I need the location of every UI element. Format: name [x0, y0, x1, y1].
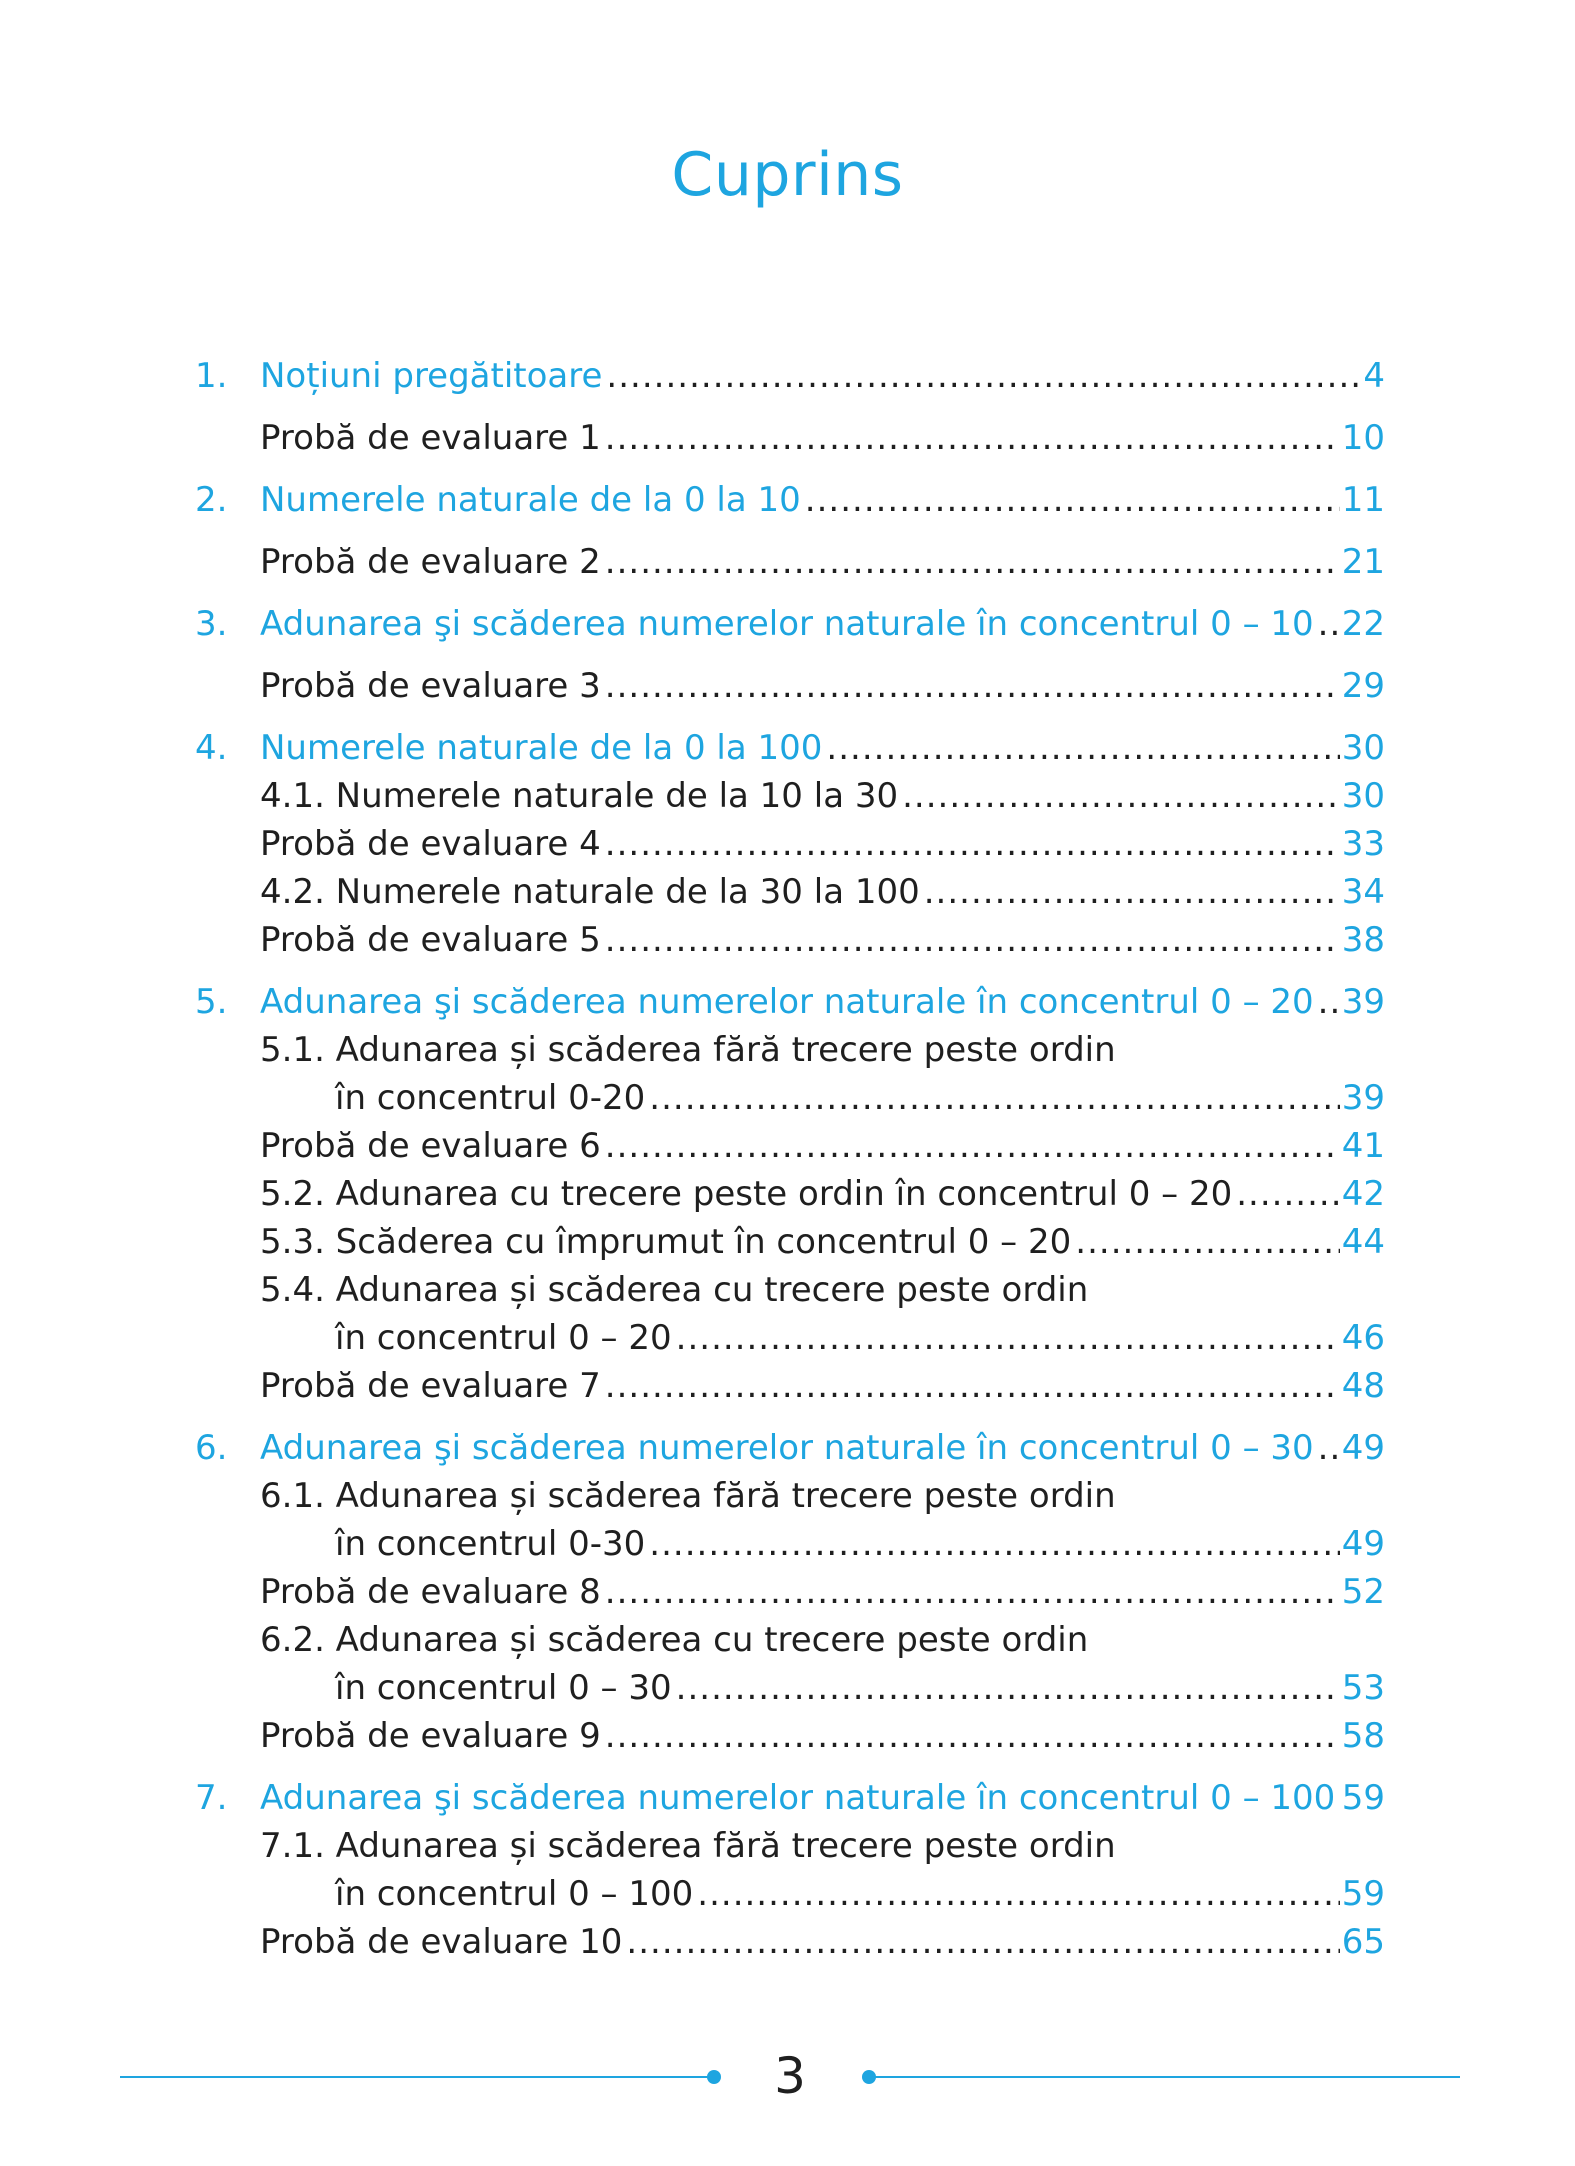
toc-page-number: 59	[1341, 1778, 1385, 1818]
toc-leader-dots	[676, 1664, 1340, 1712]
toc-page-number: 30	[1341, 728, 1385, 768]
toc-entry-row	[195, 1026, 1385, 1074]
toc-entry-row	[195, 1664, 1385, 1712]
toc-leader-dots	[805, 476, 1340, 524]
toc-page-number: 65	[1341, 1922, 1385, 1962]
toc-entry-label: 5.2. Adunarea cu trecere peste ordin în concentrul 0 – 20	[260, 1174, 1233, 1214]
toc-entry-row	[195, 820, 1385, 868]
toc-entry-row	[195, 414, 1385, 462]
toc-page-number: 44	[1341, 1222, 1385, 1262]
toc-page-number: 22	[1341, 604, 1385, 644]
toc-page-number: 29	[1341, 666, 1385, 706]
toc-leader-dots	[605, 1362, 1340, 1410]
toc-entry-label: în concentrul 0 – 20	[335, 1318, 672, 1358]
toc-leader-dots	[676, 1314, 1340, 1362]
toc-leader-dots	[605, 414, 1340, 462]
toc-spacer	[195, 586, 1385, 600]
toc-chapter-number: 2.	[195, 480, 228, 520]
toc-entry-label: în concentrul 0 – 30	[335, 1668, 672, 1708]
toc-page-number: 52	[1341, 1572, 1385, 1612]
toc-entry-row	[195, 1266, 1385, 1314]
toc-leader-dots	[605, 1568, 1340, 1616]
toc-chapter-row	[195, 352, 1385, 400]
toc-chapter-number: 4.	[195, 728, 228, 768]
toc-leader-dots	[826, 724, 1339, 772]
toc-entry-label: Probă de evaluare 9	[260, 1716, 601, 1756]
toc-chapter-row	[195, 978, 1385, 1026]
toc-page-number: 53	[1341, 1668, 1385, 1708]
toc-leader-dots	[649, 1520, 1339, 1568]
toc-entry-label: Numerele naturale de la 0 la 10	[260, 480, 801, 520]
toc-entry-row	[195, 772, 1385, 820]
toc-page-number: 34	[1341, 872, 1385, 912]
toc-entry-label: Noțiuni pregătitoare	[260, 356, 603, 396]
toc-page-number: 58	[1341, 1716, 1385, 1756]
toc-entry-label: 7.1. Adunarea și scăderea fără trecere peste ordin	[260, 1826, 1116, 1866]
toc-entry-row	[195, 1074, 1385, 1122]
toc-page-number: 11	[1341, 480, 1385, 520]
toc-chapter-row	[195, 724, 1385, 772]
toc-entry-row	[195, 1568, 1385, 1616]
toc-leader-dots	[1236, 1170, 1340, 1218]
toc-entry-label: Numerele naturale de la 0 la 100	[260, 728, 823, 768]
toc-page-number: 42	[1341, 1174, 1385, 1214]
toc-entry-row	[195, 1870, 1385, 1918]
toc-entry-label: Probă de evaluare 10	[260, 1922, 623, 1962]
footer-line-left	[120, 2076, 713, 2078]
toc-leader-dots	[1318, 600, 1340, 648]
toc-entry-label: 5.4. Adunarea și scăderea cu trecere peste ordin	[260, 1270, 1089, 1310]
toc-entry-label: Adunarea şi scăderea numerelor naturale în concentrul 0 – 20	[260, 982, 1314, 1022]
toc-chapter-row	[195, 1424, 1385, 1472]
toc-page-number: 49	[1341, 1428, 1385, 1468]
toc-chapter-row	[195, 476, 1385, 524]
toc-page-number: 49	[1341, 1524, 1385, 1564]
table-of-contents	[195, 352, 1385, 1966]
toc-entry-row	[195, 1218, 1385, 1266]
toc-entry-label: Probă de evaluare 3	[260, 666, 601, 706]
toc-page-number: 41	[1341, 1126, 1385, 1166]
toc-entry-row	[195, 1712, 1385, 1760]
toc-chapter-number: 7.	[195, 1778, 228, 1818]
toc-leader-dots	[697, 1870, 1339, 1918]
toc-leader-dots	[606, 352, 1361, 400]
toc-spacer	[195, 1760, 1385, 1774]
footer-dot-left	[707, 2070, 721, 2084]
toc-page-number: 39	[1341, 1078, 1385, 1118]
toc-entry-label: în concentrul 0-20	[335, 1078, 646, 1118]
toc-entry-label: în concentrul 0 – 100	[335, 1874, 694, 1914]
toc-spacer	[195, 524, 1385, 538]
toc-entry-label: Adunarea şi scăderea numerelor naturale în concentrul 0 – 10	[260, 604, 1314, 644]
toc-entry-label: 5.3. Scăderea cu împrumut în concentrul 0 – 20	[260, 1222, 1072, 1262]
toc-page-number: 59	[1341, 1874, 1385, 1914]
toc-entry-label: Probă de evaluare 6	[260, 1126, 601, 1166]
page-footer	[0, 2047, 1575, 2105]
toc-entry-label: Probă de evaluare 4	[260, 824, 601, 864]
toc-page-number: 38	[1341, 920, 1385, 960]
toc-page-number: 4	[1363, 356, 1385, 396]
toc-entry-row	[195, 1520, 1385, 1568]
toc-spacer	[195, 964, 1385, 978]
toc-entry-label: Probă de evaluare 1	[260, 418, 601, 458]
toc-leader-dots	[1318, 1424, 1340, 1472]
toc-leader-dots	[649, 1074, 1339, 1122]
toc-entry-label: 4.2. Numerele naturale de la 30 la 100	[260, 872, 920, 912]
toc-entry-row	[195, 538, 1385, 586]
toc-entry-row	[195, 868, 1385, 916]
toc-page-number: 33	[1341, 824, 1385, 864]
toc-leader-dots	[605, 820, 1340, 868]
toc-page-number: 30	[1341, 776, 1385, 816]
toc-entry-row	[195, 662, 1385, 710]
toc-entry-row	[195, 1616, 1385, 1664]
toc-leader-dots	[605, 916, 1340, 964]
toc-entry-label: Probă de evaluare 5	[260, 920, 601, 960]
toc-leader-dots	[1318, 978, 1340, 1026]
toc-page-number: 10	[1341, 418, 1385, 458]
toc-entry-label: Adunarea şi scăderea numerelor naturale în concentrul 0 – 100	[260, 1778, 1336, 1818]
toc-leader-dots	[605, 1122, 1340, 1170]
toc-entry-row	[195, 1314, 1385, 1362]
toc-chapter-number: 3.	[195, 604, 228, 644]
toc-page-number: 48	[1341, 1366, 1385, 1406]
toc-leader-dots	[1075, 1218, 1339, 1266]
toc-leader-dots	[605, 1712, 1340, 1760]
toc-leader-dots	[902, 772, 1340, 820]
page-title: Cuprins	[671, 140, 904, 210]
footer-line-right	[870, 2076, 1460, 2078]
toc-entry-label: Probă de evaluare 7	[260, 1366, 601, 1406]
toc-spacer	[195, 710, 1385, 724]
toc-entry-row	[195, 1362, 1385, 1410]
toc-spacer	[195, 648, 1385, 662]
toc-spacer	[195, 462, 1385, 476]
page-number: 3	[774, 2047, 806, 2105]
toc-spacer	[195, 1410, 1385, 1424]
toc-leader-dots	[605, 662, 1340, 710]
toc-entry-row	[195, 1822, 1385, 1870]
toc-entry-label: 4.1. Numerele naturale de la 10 la 30	[260, 776, 899, 816]
toc-chapter-number: 5.	[195, 982, 228, 1022]
toc-chapter-number: 1.	[195, 356, 228, 396]
toc-entry-row	[195, 916, 1385, 964]
toc-entry-row	[195, 1472, 1385, 1520]
toc-leader-dots	[605, 538, 1340, 586]
toc-entry-label: 6.1. Adunarea și scăderea fără trecere peste ordin	[260, 1476, 1116, 1516]
toc-page-number: 39	[1341, 982, 1385, 1022]
toc-chapter-row	[195, 1774, 1385, 1822]
toc-entry-label: Adunarea şi scăderea numerelor naturale în concentrul 0 – 30	[260, 1428, 1314, 1468]
toc-entry-row	[195, 1918, 1385, 1966]
toc-entry-label: 5.1. Adunarea și scăderea fără trecere peste ordin	[260, 1030, 1116, 1070]
toc-entry-row	[195, 1122, 1385, 1170]
toc-leader-dots	[924, 868, 1340, 916]
toc-chapter-number: 6.	[195, 1428, 228, 1468]
toc-entry-row	[195, 1170, 1385, 1218]
toc-entry-label: Probă de evaluare 8	[260, 1572, 601, 1612]
toc-page-number: 21	[1341, 542, 1385, 582]
toc-entry-label: Probă de evaluare 2	[260, 542, 601, 582]
toc-entry-label: în concentrul 0-30	[335, 1524, 646, 1564]
toc-page-number: 46	[1341, 1318, 1385, 1358]
toc-chapter-row	[195, 600, 1385, 648]
toc-spacer	[195, 400, 1385, 414]
toc-entry-label: 6.2. Adunarea și scăderea cu trecere peste ordin	[260, 1620, 1089, 1660]
toc-leader-dots	[626, 1918, 1339, 1966]
